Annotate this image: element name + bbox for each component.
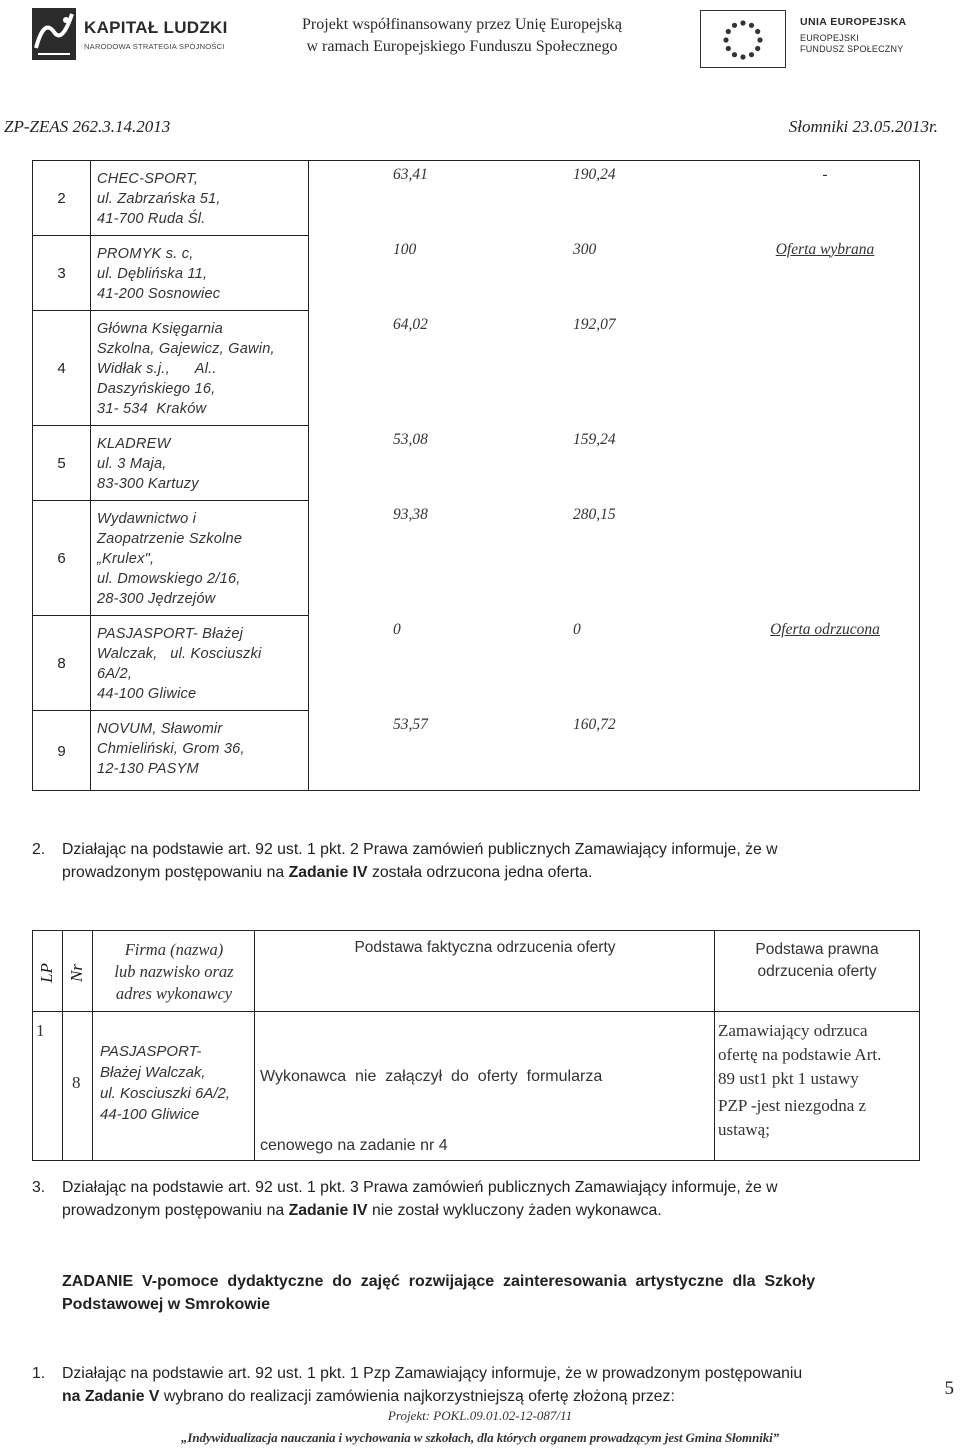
offer-company-line: Zaopatrzenie Szkolne xyxy=(97,531,243,547)
offer-company-line: Widłak s.j., Al.. xyxy=(97,361,217,377)
offer-gross-value: 159,24 xyxy=(573,430,616,448)
offer-company xyxy=(91,161,309,236)
offer-row-number: 9 xyxy=(33,711,91,791)
offer-company-line: ul. 3 Maja, xyxy=(97,456,167,472)
offer-company-line: 28-300 Jędrzejów xyxy=(97,591,216,607)
paragraph-2 xyxy=(32,838,932,884)
paragraph-task-v-1-line2b: wybrano do realizacji zamówienia najkorzystniejszą ofertę złożoną przez: xyxy=(159,1388,675,1405)
header-podstawa-prawna: Podstawa prawna odrzucenia oferty xyxy=(755,941,879,980)
project-funding-line2: w ramach Europejskiego Funduszu Społecznego xyxy=(306,38,618,55)
offer-status: Oferta wybrana xyxy=(775,240,875,258)
header-podstawa-faktyczna: Podstawa faktyczna odrzucenia oferty xyxy=(354,939,616,956)
offer-net-value: 53,57 xyxy=(393,715,428,733)
paragraph-2-number: 2. xyxy=(32,841,46,858)
offer-company-line: Daszyńskiego 16, xyxy=(97,381,216,397)
offer-company-line: ul. Dęblińska 11, xyxy=(97,266,208,282)
paragraph-3-line2a: prowadzonym postępowaniu na xyxy=(62,1202,289,1219)
task-v-heading-line1: ZADANIE V-pomoce dydaktyczne do zajęć rozwijające zainteresowania artystyczne dla Szkoły xyxy=(62,1273,816,1290)
eu-logo xyxy=(700,10,940,70)
page-number: 5 xyxy=(944,1378,954,1399)
paragraph-3-task: Zadanie IV xyxy=(288,1202,368,1219)
paragraph-2-line1: Działając na podstawie art. 92 ust. 1 pkt. 2 Prawa zamówień publicznych Zamawiający informuje, że w xyxy=(62,841,778,858)
offer-row xyxy=(33,311,920,426)
offer-values xyxy=(309,311,920,426)
project-funding-note xyxy=(252,14,672,58)
offer-net-value: 93,38 xyxy=(393,505,428,523)
paragraph-3 xyxy=(32,1176,932,1222)
row-podstawa-prawna: Zamawiający odrzuca ofertę na podstawie Art. 89 ust1 pkt 1 ustawy PZP -jest niezgodna z ustawą; xyxy=(718,1021,882,1139)
offer-net-value: 100 xyxy=(393,240,417,258)
header-firma: Firma (nazwa) lub nazwisko oraz adres wykonawcy xyxy=(114,940,234,1003)
offer-gross-value: 0 xyxy=(573,620,581,638)
offer-gross-value: 160,72 xyxy=(573,715,616,733)
paragraph-2-task: Zadanie IV xyxy=(288,864,368,881)
offer-row-number: 3 xyxy=(33,236,91,311)
offer-company xyxy=(91,711,309,791)
eu-logo-line1: UNIA EUROPEJSKA xyxy=(800,16,907,28)
kapital-ludzki-mark-icon xyxy=(32,8,76,60)
offer-company-line: ul. Dmowskiego 2/16, xyxy=(97,571,241,587)
offer-company-line: 12-130 PASYM xyxy=(97,761,199,777)
offer-row xyxy=(33,161,920,236)
offer-row xyxy=(33,236,920,311)
offer-company-line: 41-700 Ruda Śl. xyxy=(97,211,206,227)
document-date: Słomniki 23.05.2013r. xyxy=(788,117,938,136)
offer-row-number: 6 xyxy=(33,501,91,616)
offer-row-number: 8 xyxy=(33,616,91,711)
header-nr: Nr xyxy=(67,964,86,982)
offer-company-line: Walczak, ul. Kosciuszki xyxy=(97,646,262,662)
offer-company-line: CHEC-SPORT, xyxy=(97,171,199,187)
offer-net-value: 0 xyxy=(393,620,401,638)
offer-gross-value: 190,24 xyxy=(573,166,616,183)
offer-status: - xyxy=(822,166,828,183)
paragraph-task-v-1 xyxy=(32,1362,947,1408)
offer-values xyxy=(309,616,920,711)
offer-company-line: 6A/2, xyxy=(97,666,133,682)
offer-row-number: 4 xyxy=(33,311,91,426)
kapital-ludzki-logo xyxy=(32,8,262,68)
offer-row-number: 5 xyxy=(33,426,91,501)
offer-company-line: „Krulex", xyxy=(97,551,155,567)
offer-company xyxy=(91,616,309,711)
offer-company xyxy=(91,426,309,501)
offer-company-line: Główna Księgarnia xyxy=(97,321,223,337)
row-firma: PASJASPORT- Błażej Walczak, ul. Kosciuszki 6A/2, 44-100 Gliwice xyxy=(100,1043,231,1123)
offer-company xyxy=(91,311,309,426)
paragraph-2-line2a: prowadzonym postępowaniu na xyxy=(62,864,289,881)
paragraph-3-number: 3. xyxy=(32,1179,46,1196)
paragraph-3-line1: Działając na podstawie art. 92 ust. 1 pkt. 3 Prawa zamówień publicznych Zamawiający informuje, że w xyxy=(62,1179,778,1196)
offer-company-line: PROMYK s. c, xyxy=(97,246,194,262)
page-header xyxy=(0,0,960,80)
paragraph-task-v-1-number: 1. xyxy=(32,1365,46,1382)
task-v-heading-line2: Podstawowej w Smrokowie xyxy=(62,1296,271,1313)
offer-values xyxy=(309,501,920,616)
kapital-ludzki-title: KAPITAŁ LUDZKI xyxy=(84,18,228,37)
paragraph-task-v-1-line1: Działając na podstawie art. 92 ust. 1 pkt. 1 Pzp Zamawiający informuje, że w prowadzonym postępowaniu xyxy=(62,1365,803,1382)
offer-company xyxy=(91,501,309,616)
offer-company-line: KLADREW xyxy=(97,436,171,452)
offer-status: Oferta odrzucona xyxy=(770,620,880,638)
offer-company-line: PASJASPORT- Błażej xyxy=(97,626,244,642)
offer-values xyxy=(309,236,920,311)
offer-values xyxy=(309,711,920,791)
offer-gross-value: 280,15 xyxy=(573,505,616,523)
offer-company-line: 31- 534 Kraków xyxy=(97,401,207,417)
paragraph-3-line2b: nie został wykluczony żaden wykonawca. xyxy=(367,1202,662,1219)
document-signature: ZP-ZEAS 262.3.14.2013 xyxy=(4,117,171,136)
eu-logo-line2: EUROPEJSKI xyxy=(800,33,860,43)
offer-row-number: 2 xyxy=(33,161,91,236)
kapital-ludzki-subtitle: NARODOWA STRATEGIA SPÓJNOŚCI xyxy=(84,42,225,51)
offer-net-value: 63,41 xyxy=(393,166,428,183)
offer-company-line: Chmieliński, Grom 36, xyxy=(97,741,245,757)
eu-flag-icon xyxy=(700,10,786,68)
offer-gross-value: 300 xyxy=(573,240,597,258)
offer-net-value: 53,08 xyxy=(393,430,428,448)
offer-values xyxy=(309,426,920,501)
offer-net-value: 64,02 xyxy=(393,315,428,333)
row-lp: 1 xyxy=(36,1021,45,1040)
paragraph-2-line2b: została odrzucona jedna oferta. xyxy=(367,864,593,881)
offer-row xyxy=(33,711,920,791)
paragraph-task-v-1-task: na Zadanie V xyxy=(62,1388,160,1405)
offer-company-line: Wydawnictwo i xyxy=(97,511,197,527)
offers-table xyxy=(32,160,920,791)
project-funding-line1: Projekt współfinansowany przez Unię Europejską xyxy=(302,16,622,33)
offer-company-line: Szkolna, Gajewicz, Gawin, xyxy=(97,341,275,357)
offer-company-line: 44-100 Gliwice xyxy=(97,686,197,702)
offer-company-line: ul. Zabrzańska 51, xyxy=(97,191,221,207)
footer-project: Projekt: POKL.09.01.02-12-087/11 xyxy=(387,1408,573,1423)
offer-values xyxy=(309,161,920,236)
offer-row xyxy=(33,616,920,711)
header-lp: LP xyxy=(37,963,56,983)
offer-company xyxy=(91,236,309,311)
offer-row xyxy=(33,426,920,501)
offer-gross-value: 192,07 xyxy=(573,315,616,333)
row-nr: 8 xyxy=(72,1073,81,1092)
footer-note: „Indywidualizacja nauczania i wychowania w szkołach, dla których organem prowadzącym jest Gmina Słomniki” xyxy=(180,1430,780,1445)
rejection-table xyxy=(32,930,920,1160)
eu-logo-line3: FUNDUSZ SPOŁECZNY xyxy=(800,44,904,54)
offer-company-line: 83-300 Kartuzy xyxy=(97,476,199,492)
row-podstawa-faktyczna: Wykonawca nie załączył do oferty formularza cenowego na zadanie nr 4 xyxy=(260,1068,603,1154)
offer-company-line: 41-200 Sosnowiec xyxy=(97,286,221,302)
offer-company-line: NOVUM, Sławomir xyxy=(97,721,223,737)
task-v-heading xyxy=(62,1270,960,1316)
offer-row xyxy=(33,501,920,616)
